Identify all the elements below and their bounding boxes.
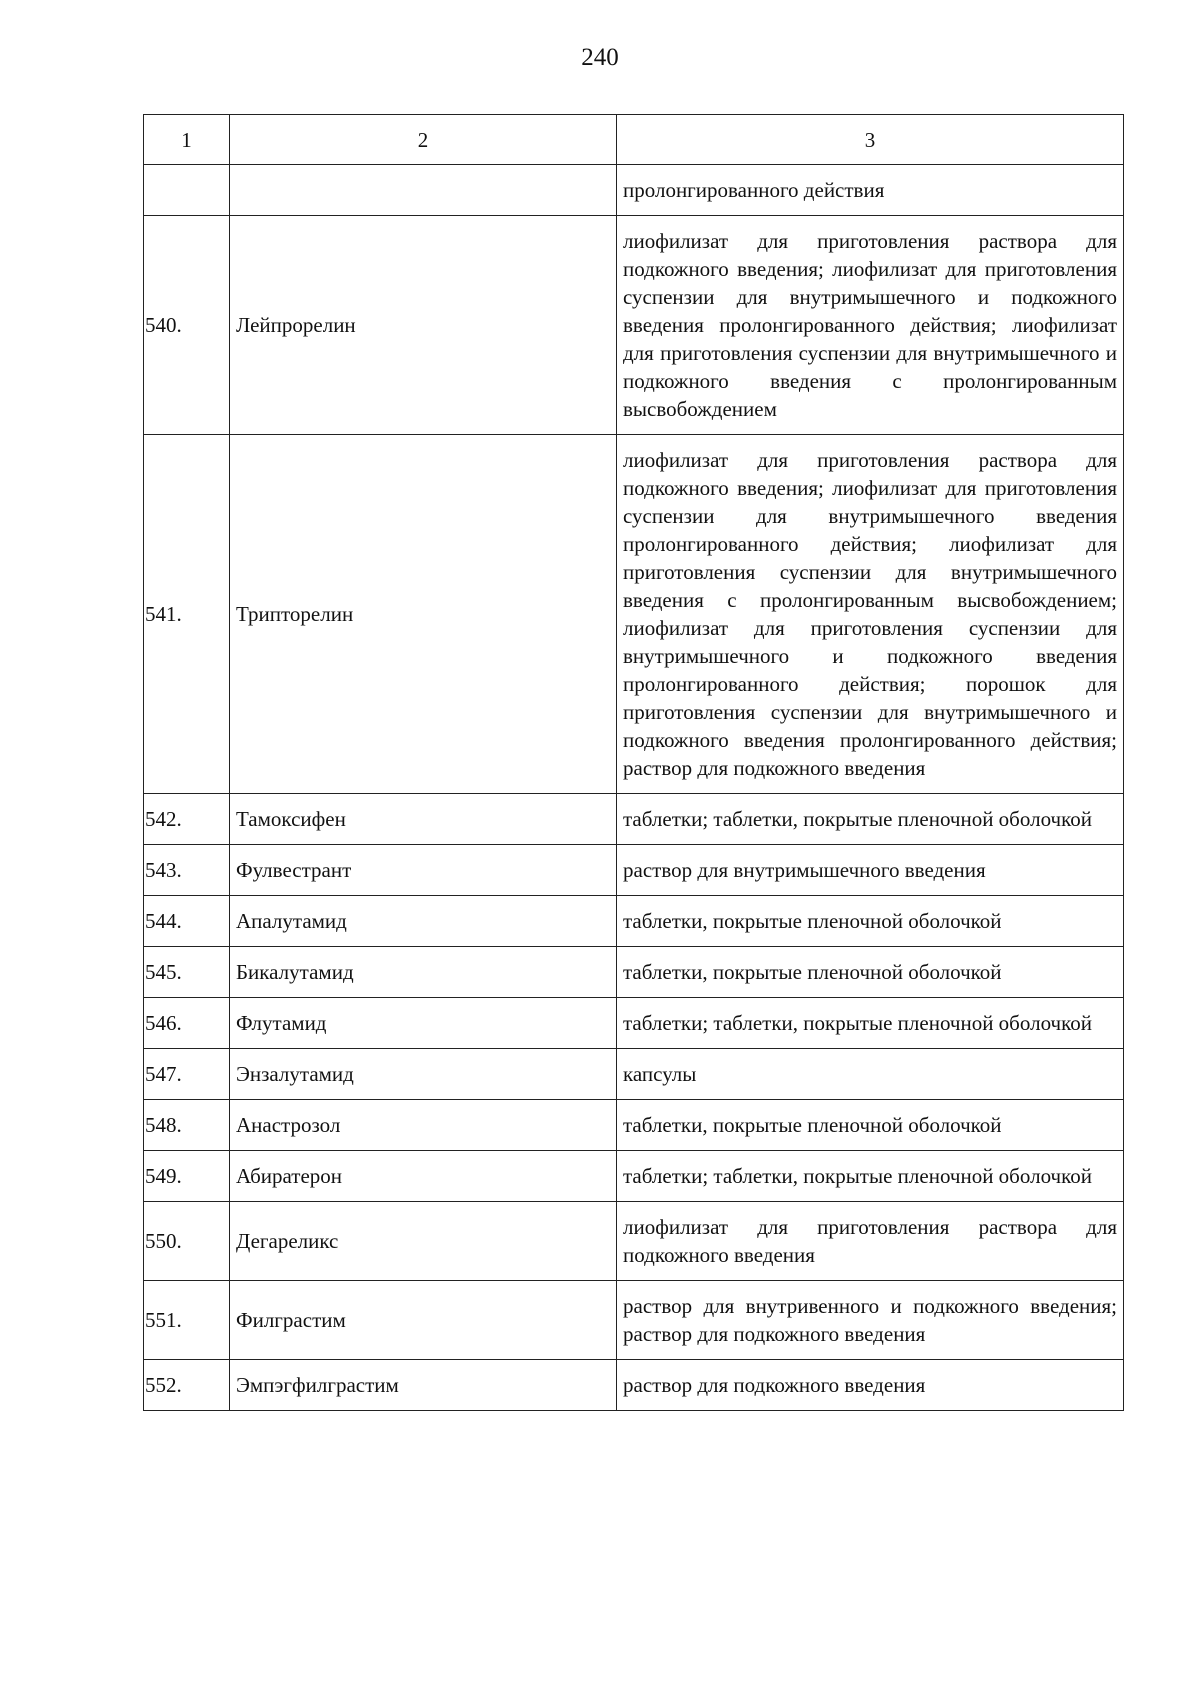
drug-name: Абиратерон (230, 1151, 617, 1202)
row-number: 541. (144, 435, 230, 794)
drug-table (143, 114, 1124, 1411)
column-header-2: 2 (230, 115, 617, 165)
dosage-form: капсулы (617, 1049, 1124, 1100)
table-row (144, 845, 1124, 896)
drug-name: Энзалутамид (230, 1049, 617, 1100)
row-number: 552. (144, 1360, 230, 1411)
table-row (144, 165, 1124, 216)
dosage-form: лиофилизат для приготовления раствора для подкожного введения; лиофилизат для приготовления суспензии для внутримышечного введения пролонгированного действия; лиофилизат для приготовления суспензии для внутримышечного введения с пролонгированным высвобождением; лиофилизат для приготовления суспензии для внутримышечного и подкожного введения пролонгированного действия; порошок для приготовления суспензии для внутримышечного и подкожного введения пролонгированного действия; раствор для подкожного введения (617, 435, 1124, 794)
row-number: 540. (144, 216, 230, 435)
column-header-3: 3 (617, 115, 1124, 165)
drug-name: Фулвестрант (230, 845, 617, 896)
dosage-form: раствор для подкожного введения (617, 1360, 1124, 1411)
dosage-form: таблетки; таблетки, покрытые пленочной оболочкой (617, 998, 1124, 1049)
row-number (144, 165, 230, 216)
page-number: 240 (581, 44, 619, 71)
row-number: 550. (144, 1202, 230, 1281)
dosage-form: таблетки, покрытые пленочной оболочкой (617, 896, 1124, 947)
drug-name: Эмпэгфилграстим (230, 1360, 617, 1411)
drug-name: Филграстим (230, 1281, 617, 1360)
table-row (144, 435, 1124, 794)
table-row (144, 947, 1124, 998)
drug-name: Бикалутамид (230, 947, 617, 998)
drug-name: Флутамид (230, 998, 617, 1049)
row-number: 548. (144, 1100, 230, 1151)
table-row (144, 1360, 1124, 1411)
drug-name: Лейпрорелин (230, 216, 617, 435)
table-header-row (144, 115, 1124, 165)
table-row (144, 896, 1124, 947)
table-row (144, 1151, 1124, 1202)
dosage-form: таблетки, покрытые пленочной оболочкой (617, 947, 1124, 998)
row-number: 547. (144, 1049, 230, 1100)
row-number: 543. (144, 845, 230, 896)
row-number: 551. (144, 1281, 230, 1360)
drug-name: Дегареликс (230, 1202, 617, 1281)
row-number: 549. (144, 1151, 230, 1202)
dosage-form: таблетки, покрытые пленочной оболочкой (617, 1100, 1124, 1151)
row-number: 545. (144, 947, 230, 998)
dosage-form: таблетки; таблетки, покрытые пленочной оболочкой (617, 1151, 1124, 1202)
dosage-form: раствор для внутривенного и подкожного введения; раствор для подкожного введения (617, 1281, 1124, 1360)
dosage-form: лиофилизат для приготовления раствора для подкожного введения (617, 1202, 1124, 1281)
drug-name: Трипторелин (230, 435, 617, 794)
dosage-form: лиофилизат для приготовления раствора для подкожного введения; лиофилизат для приготовления суспензии для внутримышечного и подкожного введения пролонгированного действия; лиофилизат для приготовления суспензии для внутримышечного и подкожного введения с пролонгированным высвобождением (617, 216, 1124, 435)
row-number: 544. (144, 896, 230, 947)
table-row (144, 1049, 1124, 1100)
table-row (144, 998, 1124, 1049)
table-row (144, 1281, 1124, 1360)
row-number: 546. (144, 998, 230, 1049)
dosage-form: раствор для внутримышечного введения (617, 845, 1124, 896)
dosage-form: пролонгированного действия (617, 165, 1124, 216)
table-row (144, 794, 1124, 845)
row-number: 542. (144, 794, 230, 845)
table-row (144, 216, 1124, 435)
drug-name: Апалутамид (230, 896, 617, 947)
table-row (144, 1202, 1124, 1281)
drug-name (230, 165, 617, 216)
column-header-1: 1 (144, 115, 230, 165)
dosage-form: таблетки; таблетки, покрытые пленочной оболочкой (617, 794, 1124, 845)
drug-name: Тамоксифен (230, 794, 617, 845)
table-row (144, 1100, 1124, 1151)
drug-name: Анастрозол (230, 1100, 617, 1151)
